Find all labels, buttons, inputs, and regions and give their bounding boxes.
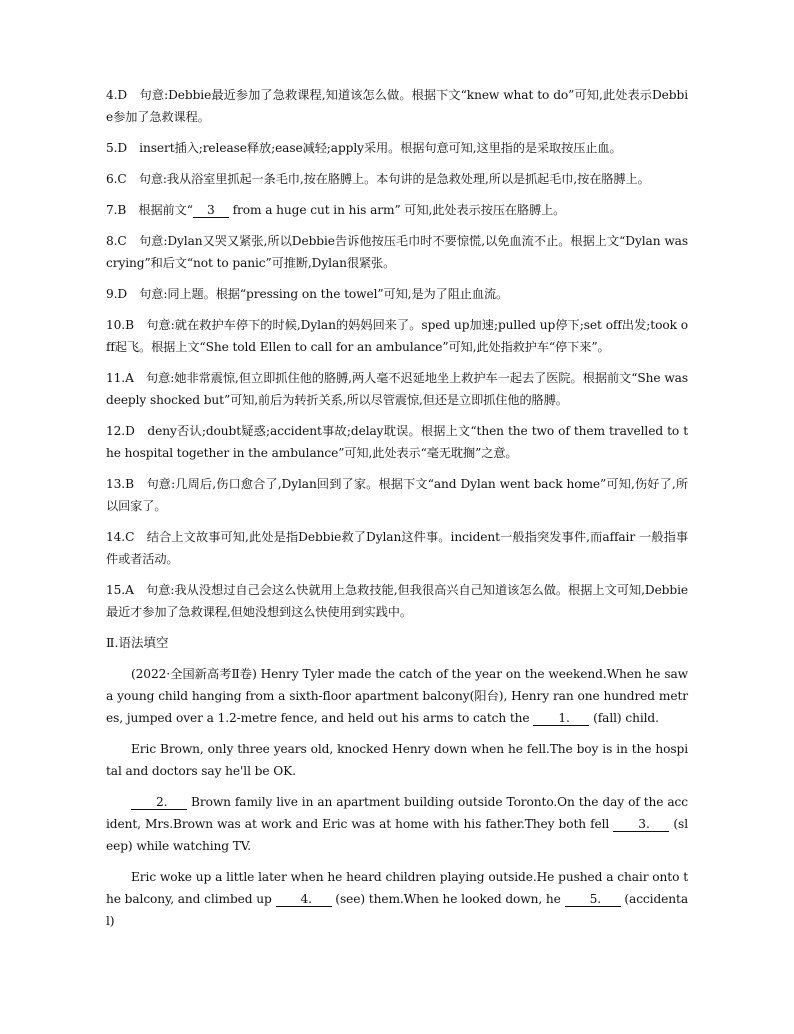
answer-q12: 12.D deny否认;doubt疑惑;accident事故;delay耽误。根据上文“then the two of them travelled to the hospital together in the ambulance”可知,此处表示“毫无耽搁”之意。	[106, 424, 688, 460]
answer-q8: 8.C 句意:Dylan又哭又紧张,所以Debbie告诉他按压毛巾时不要惊慌,以免血流不止。根据上文“Dylan was crying”和后文“not to panic”可推断,Dylan很紧张。	[106, 234, 688, 270]
answer-q7-lead: 7.B 根据前文“	[106, 203, 193, 217]
passage-p1-lead: (2022·全国新高考Ⅱ卷) Henry Tyler made the catch of the year on the weekend.When he saw a young child hanging from a sixth-floor apartment balcony(阳台), Henry ran one hundred metres, jumped over a 1.2-metre fence, and held out his arms to catch the	[106, 667, 688, 725]
passage-p1-tail: (fall) child.	[589, 711, 659, 725]
blank-5[interactable]: 5.	[565, 892, 621, 907]
blank-2[interactable]: 2.	[131, 795, 187, 810]
answer-q13: 13.B 句意:几周后,伤口愈合了,Dylan回到了家。根据下文“and Dylan went back home”可知,伤好了,所以回家了。	[106, 477, 688, 513]
passage-p3-tail: (sleep) while watching TV.	[106, 817, 688, 853]
answer-q4: 4.D 句意:Debbie最近参加了急救课程,知道该怎么做。根据下文“knew what to do”可知,此处表示Debbie参加了急救课程。	[106, 88, 688, 124]
passage-paragraph-4	[106, 866, 688, 932]
answer-q9: 9.D 句意:同上题。根据“pressing on the towel”可知,是为了阻止血流。	[106, 287, 509, 301]
passage-paragraph-3	[106, 791, 688, 857]
answer-q10: 10.B 句意:就在救护车停下的时候,Dylan的妈妈回来了。sped up加速;pulled up停下;set off出发;took off起飞。根据上文“She told Ellen to call for an ambulance”可知,此处指救护车“停下来”。	[106, 318, 688, 354]
section-title: Ⅱ.语法填空	[106, 635, 169, 650]
passage-p4-lead: Eric woke up a little later when he heard children playing outside.He pushed a chair onto the balcony, and climbed up	[106, 870, 688, 906]
passage-p4-mid: (see) them.When he looked down, he	[331, 892, 565, 906]
answer-q7	[106, 199, 688, 221]
blank-3[interactable]: 3.	[613, 817, 669, 832]
answer-q7-blank: 3	[193, 203, 229, 218]
passage-paragraph-1	[106, 663, 688, 729]
answer-q7-tail: from a huge cut in his arm” 可知,此处表示按压在胳膊上。	[228, 203, 566, 217]
answer-page	[106, 84, 688, 941]
answer-q11: 11.A 句意:她非常震惊,但立即抓住他的胳膊,两人毫不迟延地坐上救护车一起去了医院。根据前文“She was deeply shocked but”可知,前后为转折关系,所以尽管震惊,但还是立即抓住他的胳膊。	[106, 371, 688, 407]
answer-q14: 14.C 结合上文故事可知,此处是指Debbie救了Dylan这件事。incident一般指突发事件,而affair 一般指事件或者活动。	[106, 530, 688, 566]
answer-q6: 6.C 句意:我从浴室里抓起一条毛巾,按在胳膊上。本句讲的是急救处理,所以是抓起毛巾,按在胳膊上。	[106, 172, 650, 186]
passage-p4-tail: (accidental)	[106, 892, 688, 928]
passage-p3-mid: Brown family live in an apartment building outside Toronto.On the day of the accident, Mrs.Brown was at work and Eric was at home with his father.They both fell	[106, 795, 688, 831]
answer-q5: 5.D insert插入;release释放;ease减轻;apply采用。根据句意可知,这里指的是采取按压止血。	[106, 141, 622, 155]
answer-q15: 15.A 句意:我从没想过自己会这么快就用上急救技能,但我很高兴自己知道该怎么做。根据上文可知,Debbie最近才参加了急救课程,但她没想到这么快使用到实践中。	[106, 583, 688, 619]
blank-4[interactable]: 4.	[276, 892, 332, 907]
passage-paragraph-2: Eric Brown, only three years old, knocked Henry down when he fell.The boy is in the hospital and doctors say he'll be OK.	[106, 742, 688, 778]
blank-1[interactable]: 1.	[533, 711, 589, 726]
